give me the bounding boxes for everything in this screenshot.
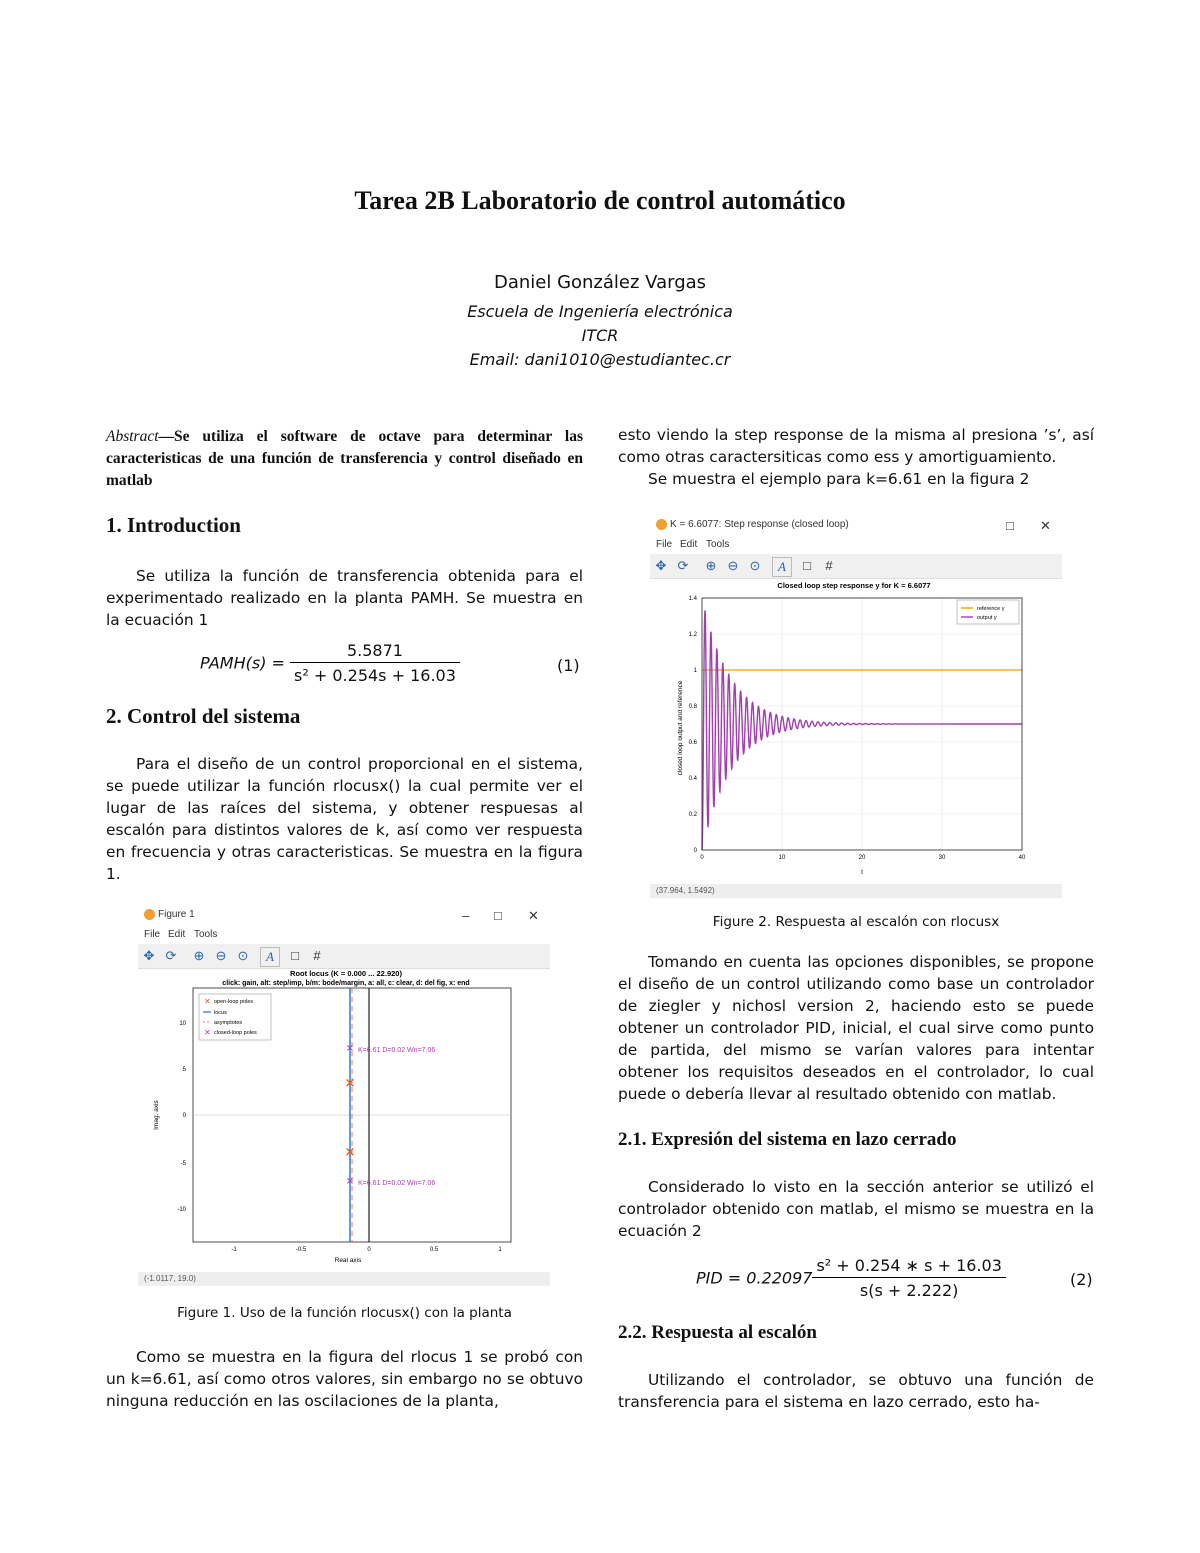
zoom-reset-icon[interactable]: ⊙: [749, 558, 761, 573]
section-1-paragraph: Se utiliza la función de transferencia obtenida para el experimentado realizado en la planta PAMH. Se muestra en la ecuación 1: [106, 567, 583, 629]
figure-1-caption: Figure 1. Uso de la función rlocusx() con la planta: [177, 1305, 512, 1321]
right-paragraph-4: Considerado lo visto en la sección anterior se utilizó el controlador obtenido con matlab, el mismo se muestra en la ecuación 2: [618, 1178, 1094, 1240]
figure-2-title: K = 6.6077: Step response (closed loop): [670, 519, 849, 530]
author-name: Daniel González Vargas: [493, 272, 707, 293]
ytick-1: 10: [179, 1021, 186, 1027]
xtick-3: 0: [367, 1247, 371, 1253]
step-xlabel: t: [861, 869, 863, 876]
axes-toggle-icon[interactable]: □: [803, 558, 811, 573]
zoom-reset-icon[interactable]: ⊙: [237, 948, 249, 963]
eq1-numerator: 5.5871: [290, 641, 460, 663]
figure-1-statusbar: (-1.0117, 19.0): [138, 1272, 550, 1286]
abstract-text: —Se utiliza el software de octave para determinar las caracteristicas de una función de transferencia y control diseñado en matlab: [106, 428, 583, 489]
right-paragraph-3: Tomando en cuenta las opciones disponibles, se propone el diseño de un control utilizando como base un controlador de ziegler y nichosl version 2, haciendo esto se puede obtener un controlador PID, inicial, el cual sirve como punto de partida, del mismo se varían valores para intentar obtener los requisitos deseados en el controlador, lo cual puede o debería llevar al resultado obtenido con matlab.: [618, 953, 1094, 1103]
closed-loop-pole-lower: ✕: [345, 1176, 355, 1188]
equation-1: [200, 641, 460, 685]
menu-edit[interactable]: Edit: [680, 539, 698, 550]
zoom-in-icon[interactable]: ⊕: [705, 558, 717, 573]
eq1-denominator: s² + 0.254s + 16.03: [294, 666, 456, 685]
menu-tools[interactable]: Tools: [706, 539, 730, 550]
root-locus-title: Root locus (K = 0.000 ... 22.920): [290, 969, 402, 978]
author-institution: ITCR: [581, 326, 619, 345]
ytick-3: 0: [182, 1113, 186, 1119]
xtick-1: -1: [231, 1247, 237, 1253]
grid-toggle-icon[interactable]: #: [313, 948, 321, 963]
legend-pole-marker: ✕: [204, 997, 211, 1006]
menu-file[interactable]: File: [656, 539, 673, 550]
x-tick-label: 10: [778, 855, 786, 861]
equation-2-number: (2): [1070, 1270, 1093, 1289]
legend-closed-marker: ✕: [204, 1028, 211, 1037]
figure-2-caption: Figure 2. Respuesta al escalón con rlocusx: [712, 914, 1000, 930]
equation-1-number: (1): [557, 656, 580, 675]
open-loop-pole-upper: ✕: [344, 1075, 356, 1091]
annotation-upper: K=6.61 D=0.02 Wn=7.06: [358, 1047, 436, 1054]
pan-icon[interactable]: ✥: [655, 558, 667, 573]
y-tick-label: 1: [693, 668, 697, 674]
pan-icon[interactable]: ✥: [143, 948, 155, 963]
figure-2-window: [650, 514, 1062, 898]
zoom-out-icon[interactable]: ⊖: [215, 948, 227, 963]
figure-2-statusbar: (37.964, 1.5492): [650, 884, 1062, 898]
eq2-lhs: PID = 0.22097: [696, 1268, 813, 1288]
ytick-2: 5: [182, 1067, 186, 1073]
menu-file[interactable]: File: [144, 929, 161, 940]
root-locus-plot: [138, 968, 550, 1272]
annotation-lower: K=6.61 D=0.02 Wn=7.06: [358, 1180, 436, 1187]
y-tick-label: 0.2: [688, 812, 697, 818]
text-annotation-icon[interactable]: A: [260, 947, 280, 967]
figure-1-window: [138, 904, 550, 1286]
eq2-denominator: s(s + 2.222): [859, 1281, 959, 1300]
paper-title: Tarea 2B Laboratorio de control automático: [354, 186, 846, 215]
section-2-paragraph-2: Como se muestra en la figura del rlocus 1 se probó con un k=6.61, así como otros valores, sin embargo no se obtuvo ninguna reducción en las oscilaciones de la planta,: [106, 1348, 583, 1410]
maximize-icon[interactable]: □: [494, 908, 502, 923]
section-1-title: 1. Introduction: [106, 513, 241, 537]
root-locus-xlabel: Real axis: [334, 1257, 362, 1264]
equation-2: [696, 1256, 1006, 1300]
root-locus-ylabel: Imag. axis: [153, 1100, 160, 1130]
y-tick-label: 0.8: [688, 704, 697, 710]
author-email: Email: dani1010@estudiantec.cr: [469, 350, 731, 369]
section-2-paragraph-1: Para el diseño de un control proporcional en el sistema, se puede utilizar la función rlocusx() la cual permite ver el lugar de las raíces del sistema, y obtener respuesas al escalón para distintos valores de k, así como ver respuesta en frecuencia y otras caracteristicas. Se muestra en la figura 1.: [106, 755, 583, 883]
close-icon[interactable]: ✕: [528, 908, 539, 923]
legend-reference: reference y: [977, 606, 1005, 612]
figure-1-title: Figure 1: [158, 909, 195, 920]
eq2-numerator: s² + 0.254 ∗ s + 16.03: [812, 1256, 1005, 1278]
abstract: [106, 426, 583, 492]
legend-closed-loop-poles: closed-loop poles: [214, 1030, 257, 1036]
x-tick-label: 30: [938, 855, 946, 861]
axes-toggle-icon[interactable]: □: [291, 948, 299, 963]
rotate-icon[interactable]: ⟳: [165, 948, 177, 963]
y-tick-label: 0: [693, 848, 697, 854]
grid-toggle-icon[interactable]: #: [825, 558, 833, 573]
minimize-icon[interactable]: –: [462, 908, 470, 923]
eq1-lhs: PAMH(s) =: [200, 653, 285, 673]
open-loop-pole-lower: ✕: [344, 1144, 356, 1160]
legend-output: output y: [977, 615, 997, 621]
left-column: [106, 426, 583, 492]
zoom-out-icon[interactable]: ⊖: [727, 558, 739, 573]
ytick-5: -10: [177, 1207, 186, 1213]
maximize-icon[interactable]: □: [1006, 518, 1014, 533]
abstract-label: Abstract: [106, 428, 159, 445]
author-school: Escuela de Ingeniería electrónica: [467, 302, 733, 321]
figure-1-menubar: [138, 926, 550, 944]
section-2-2-title: 2.2. Respuesta al escalón: [618, 1322, 817, 1343]
closed-loop-pole-upper: ✕: [345, 1043, 355, 1055]
menu-tools[interactable]: Tools: [194, 929, 218, 940]
legend-locus: locus: [214, 1010, 227, 1016]
figure-2-titlebar: [650, 514, 1062, 536]
close-icon[interactable]: ✕: [1040, 518, 1051, 533]
figure-2-toolbar: [650, 554, 1062, 579]
y-tick-label: 0.6: [688, 740, 697, 746]
figure-2-menubar: [650, 536, 1062, 554]
figure-1-toolbar: [138, 944, 550, 969]
y-tick-label: 1.4: [688, 596, 697, 602]
xtick-2: -0.5: [295, 1247, 307, 1253]
ytick-4: -5: [180, 1161, 186, 1167]
right-paragraph-2: Se muestra el ejemplo para k=6.61 en la figura 2: [648, 470, 1030, 488]
x-tick-label: 0: [700, 855, 704, 861]
legend-asymptotes: asymptotes: [214, 1020, 243, 1026]
xtick-4: 0.5: [429, 1247, 439, 1253]
rotate-icon[interactable]: ⟳: [677, 558, 689, 573]
text-annotation-icon[interactable]: A: [772, 557, 792, 577]
xtick-5: 1: [498, 1247, 502, 1253]
y-tick-label: 1.2: [688, 632, 697, 638]
x-tick-label: 40: [1018, 855, 1026, 861]
right-paragraph-5: Utilizando el controlador, se obtuvo una función de transferencia para el sistema en lazo cerrado, esto ha-: [618, 1371, 1094, 1411]
legend-open-loop-poles: open-loop poles: [214, 999, 254, 1005]
step-response-chart: [650, 578, 1062, 884]
section-2-title: 2. Control del sistema: [106, 704, 301, 728]
section-2-1-title: 2.1. Expresión del sistema en lazo cerrado: [618, 1129, 957, 1150]
right-paragraph-1: esto viendo la step response de la misma al presiona ’s’, así como otras caractersiticas como ess y amortiguamiento.: [618, 426, 1094, 466]
root-locus-subtitle: click: gain, alt: step/imp, b/m: bode/margin, a: all, c: clear, d: del fig, x: end: [222, 980, 470, 987]
menu-edit[interactable]: Edit: [168, 929, 186, 940]
octave-logo-icon: [144, 909, 155, 920]
octave-logo-icon: [656, 519, 667, 530]
x-tick-label: 20: [858, 855, 866, 861]
step-chart-title: Closed loop step response y for K = 6.6077: [777, 581, 931, 590]
step-ylabel: closed loop output and reference: [677, 680, 684, 776]
figure-1-titlebar: [138, 904, 550, 926]
y-tick-label: 0.4: [688, 776, 697, 782]
zoom-in-icon[interactable]: ⊕: [193, 948, 205, 963]
